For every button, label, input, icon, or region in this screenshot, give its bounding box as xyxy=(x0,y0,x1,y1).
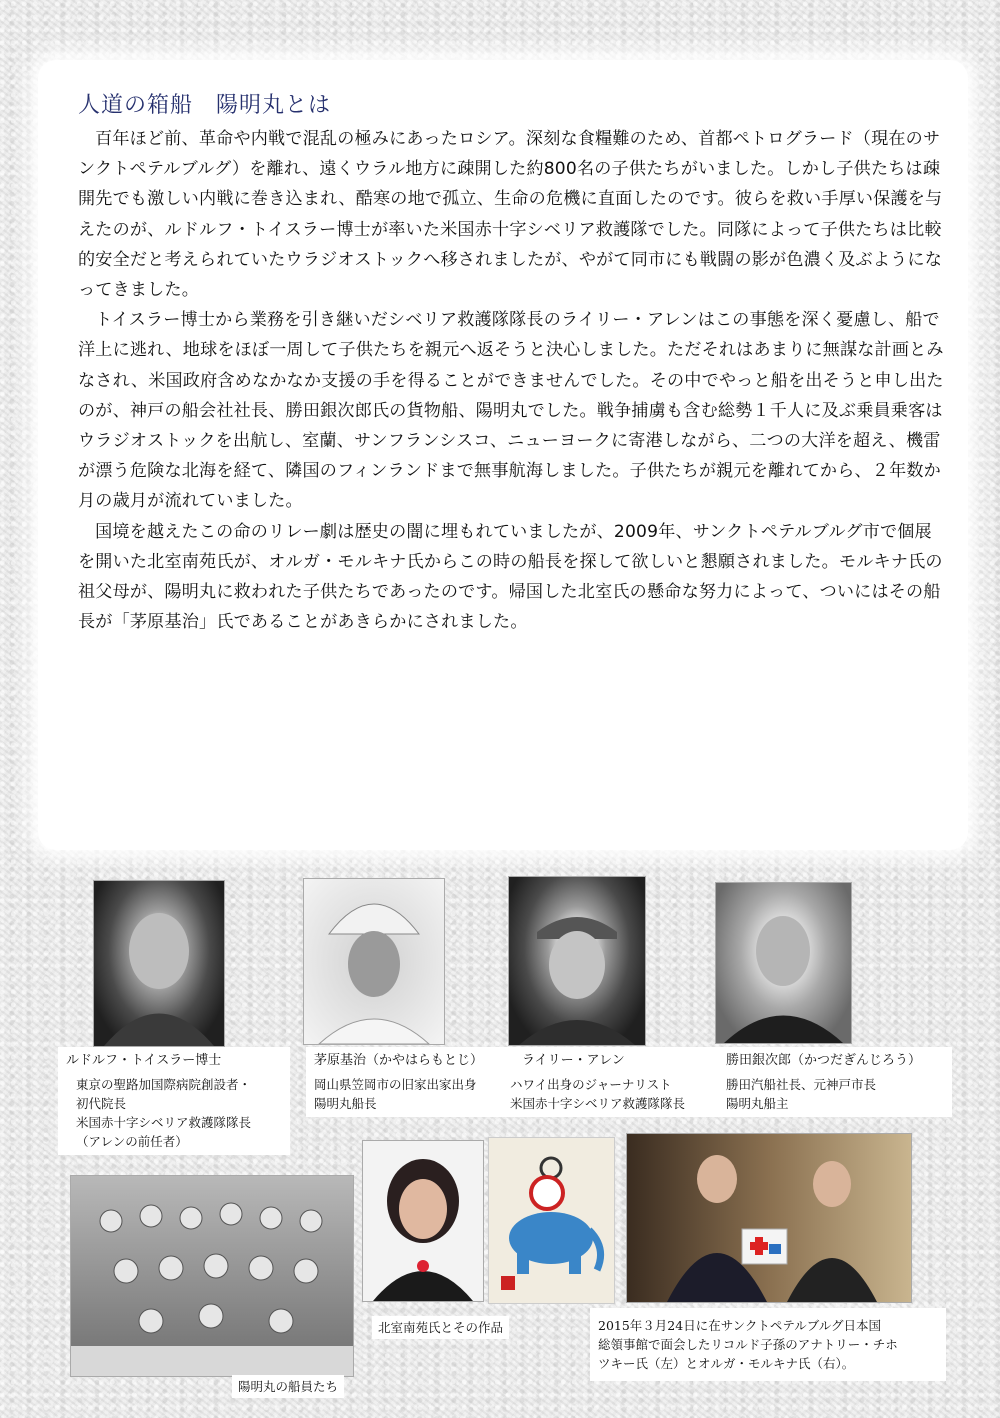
portrait-teusler-photo xyxy=(93,880,225,1047)
crew-group-photo xyxy=(70,1175,354,1377)
caption-line: 総領事館で面会したリコルド子孫のアナトリー・チホ xyxy=(598,1337,898,1352)
paragraph: トイスラー博士から業務を引き継いだシベリア救護隊隊長のライリー・アレンはこの事態を深く憂慮し、船で洋上に逃れ、地球をほぼ一周して子供たちを親元へ返そうと決心しました。ただそれはあまりに無謀な計画とみなされ、米国政府含めなかなか支援の手を得ることができませんでした。その中でやっと船を出そうと申し出たのが、神戸の船会社社長、勝田銀次郎氏の貨物船、陽明丸でした。戦争捕虜も含む総勢１千人に及ぶ乗員乗客はウラジオストックを出航し、室蘭、サンフランシスコ、ニューヨークに寄港しながら、二つの大洋を超え、機雷が漂う危険な北海を経て、隣国のフィンランドまで無事航海しました。子供たちが親元を離れてから、２年数か月の歳月が流れていました。 xyxy=(78,310,944,512)
portrait-kayahara-photo xyxy=(303,878,445,1045)
caption-line: ツキー氏（左）とオルガ・モルキナ氏（右）。 xyxy=(598,1356,855,1371)
caption-line: 勝田汽船社長、元神戸市長 xyxy=(726,1077,877,1092)
caption-line: 陽明丸船長 xyxy=(314,1096,377,1111)
caption-line: 米国赤十字シベリア救護隊隊長 xyxy=(76,1115,252,1130)
caption-crew xyxy=(232,1375,344,1398)
caption-line: 初代院長 xyxy=(76,1096,127,1111)
caption-kitamuro xyxy=(372,1316,509,1339)
caption-katsuda xyxy=(718,1047,952,1117)
page-title: 人道の箱船 陽明丸とは xyxy=(78,93,332,118)
paragraph: 国境を越えたこの命のリレー劇は歴史の闇に埋もれていましたが、2009年、サンクトペテルブルグ市で個展を開いた北室南苑氏が、オルガ・モルキナ氏からこの時の船長を探して欲しいと懇願されました。モルキナ氏の祖父母が、陽明丸に救われた子供たちであったのです。帰国した北室氏の懸命な努力によって、ついにはその船長が「茅原基治」氏であることがあきらかにされました。 xyxy=(78,521,943,633)
caption-line: 北室南苑氏とその作品 xyxy=(378,1320,504,1335)
caption-teusler xyxy=(58,1047,290,1155)
caption-line: 岡山県笠岡市の旧家出家出身 xyxy=(314,1077,477,1092)
elephant-artwork-photo xyxy=(488,1137,615,1304)
article-body xyxy=(78,124,948,637)
paragraph: 百年ほど前、革命や内戦で混乱の極みにあったロシア。深刻な食糧難のため、首都ペトログラード（現在のサンクトペテルブルグ）を離れ、遠くウラル地方に疎開した約800名の子供たちがいました。しかし子供たちは疎開先でも激しい内戦に巻き込まれ、酷寒の地で孤立、生命の危機に直面したのです。彼らを救い手厚い保護を与えたのが、ルドルフ・トイスラー博士が率いた米国赤十字シベリア救護隊でした。同隊によって子供たちは比較的安全だと考えられていたウラジオストックへ移されましたが、やがて同市にも戦闘の影が色濃く及ぶようになってきました。 xyxy=(78,129,943,301)
caption-name: ライリー・アレン xyxy=(522,1053,625,1068)
caption-name: 勝田銀次郎（かつだぎんじろう） xyxy=(726,1053,922,1068)
caption-line: （アレンの前任者） xyxy=(76,1134,188,1149)
portrait-katsuda-photo xyxy=(715,882,852,1044)
portrait-allen-photo xyxy=(508,876,646,1046)
caption-line: ハワイ出身のジャーナリスト xyxy=(510,1077,672,1092)
caption-line: 米国赤十字シベリア救護隊隊長 xyxy=(510,1096,686,1111)
caption-line: 陽明丸の船員たち xyxy=(238,1379,339,1394)
meeting-photo xyxy=(626,1133,912,1303)
kitamuro-portrait-photo xyxy=(362,1140,484,1302)
caption-allen xyxy=(502,1047,718,1117)
caption-line: 東京の聖路加国際病院創設者・ xyxy=(76,1077,252,1092)
caption-name: ルドルフ・トイスラー博士 xyxy=(66,1053,222,1068)
caption-name: 茅原基治（かやはらもとじ） xyxy=(314,1053,484,1068)
caption-line: 2015年３月24日に在サンクトペテルブルグ日本国 xyxy=(598,1318,881,1333)
caption-line: 陽明丸船主 xyxy=(726,1096,789,1111)
caption-kayahara xyxy=(306,1047,512,1117)
caption-meeting xyxy=(590,1308,946,1381)
